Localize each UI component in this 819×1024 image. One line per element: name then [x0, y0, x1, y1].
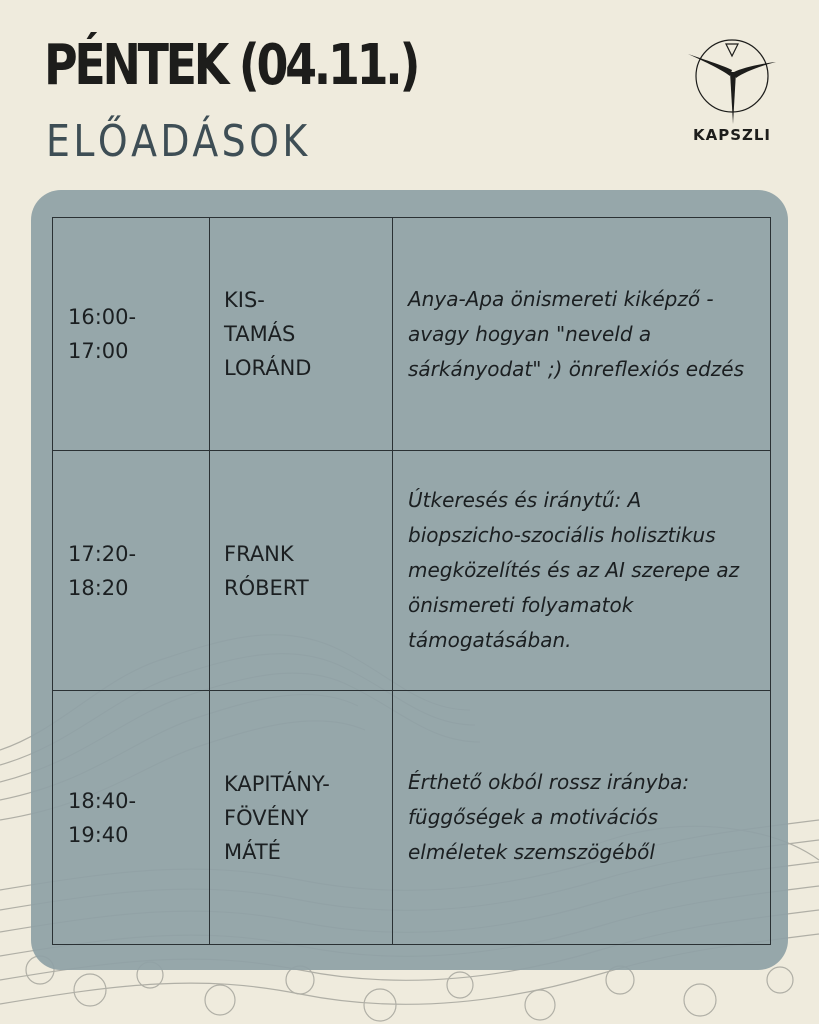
talk-title-cell: [393, 218, 771, 451]
time-end: 18:20: [68, 575, 129, 600]
table-row: [53, 691, 771, 945]
speaker-line: FRANK: [224, 541, 294, 566]
schedule-table: [52, 217, 771, 945]
logo-text: KAPSZLI: [692, 126, 772, 144]
table-row: [53, 451, 771, 691]
speaker-line: MÁTÉ: [224, 839, 281, 864]
talk-title: Útkeresés és iránytű: A biopszicho-szociális holisztikus megközelítés és az AI szerepe az önismereti folyamatok támogatásában.: [408, 488, 740, 652]
speaker-line: KIS-: [224, 288, 265, 312]
speaker-cell: [210, 691, 393, 945]
page-subtitle: ELŐADÁSOK: [46, 116, 311, 167]
time-start: 17:20-: [68, 541, 137, 566]
kapszli-logo-icon: [686, 34, 778, 126]
speaker-line: TAMÁS: [224, 322, 296, 346]
time-cell: [53, 218, 210, 451]
time-end: 17:00: [68, 339, 129, 363]
talk-title: Érthető okból rossz irányba: függőségek a motivációs elméletek szemszögéből: [408, 770, 690, 864]
talk-title-cell: [393, 691, 771, 945]
time-end: 19:40: [68, 822, 129, 847]
page-title: PÉNTEK (04.11.): [44, 33, 418, 98]
time-start: 18:40-: [68, 788, 137, 813]
speaker-line: RÓBERT: [224, 575, 309, 600]
table-row: [53, 218, 771, 451]
speaker-line: KAPITÁNY-: [224, 771, 330, 796]
time-cell: [53, 691, 210, 945]
speaker-line: LORÁND: [224, 356, 312, 380]
talk-title: Anya-Apa önismereti kiképző - avagy hogyan "neveld a sárkányodat" ;) önreflexiós edzés: [408, 286, 745, 381]
time-cell: [53, 451, 210, 691]
speaker-cell: [210, 451, 393, 691]
talk-title-cell: [393, 451, 771, 691]
speaker-cell: [210, 218, 393, 451]
speaker-line: FÖVÉNY: [224, 805, 309, 830]
kapszli-logo: [686, 34, 778, 146]
time-start: 16:00-: [68, 305, 137, 329]
